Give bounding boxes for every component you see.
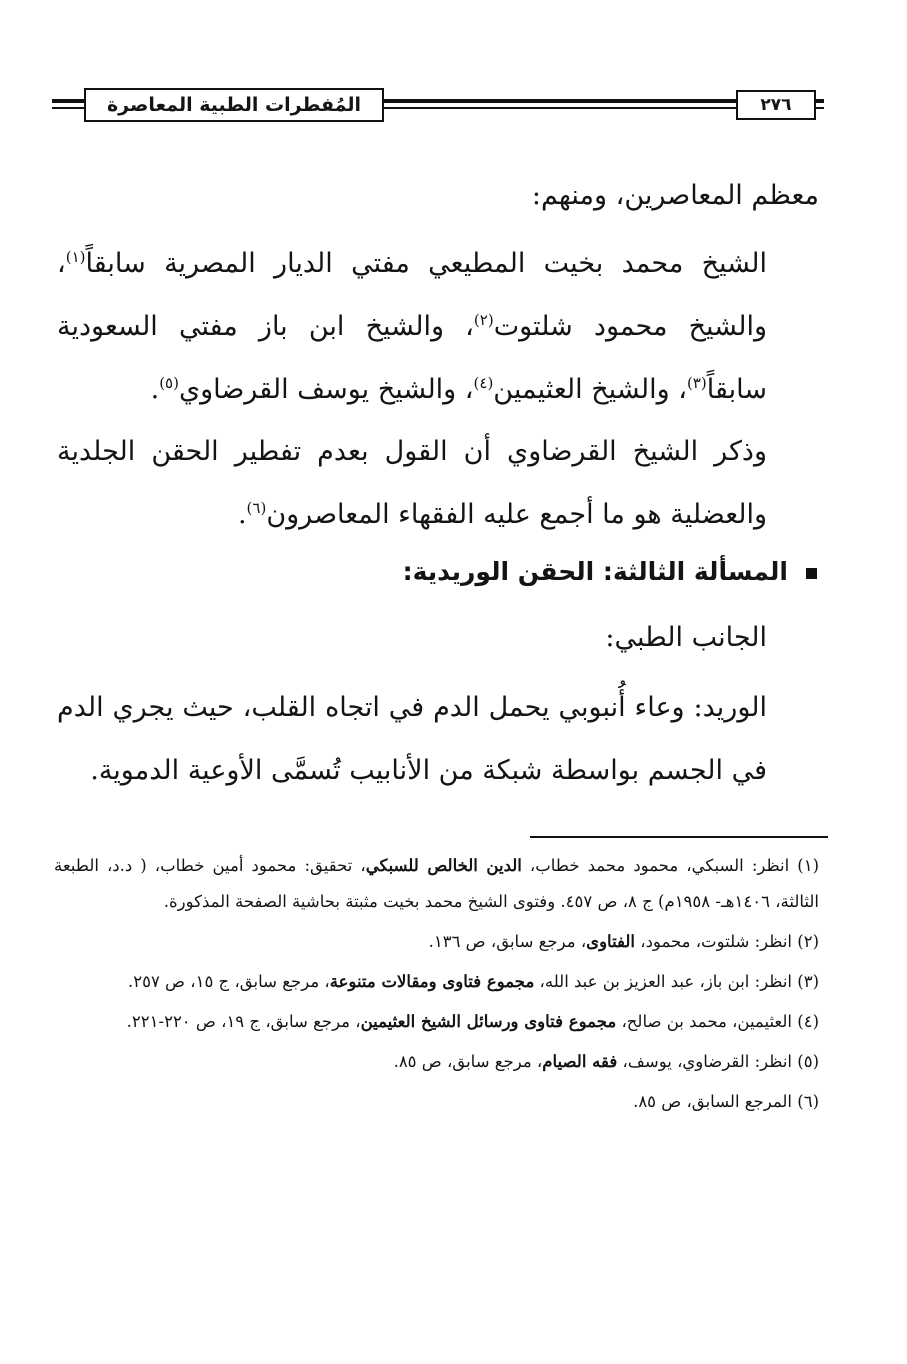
text-run: ، والشيخ محمود شلتوت: [57, 248, 767, 342]
footnote-book-title: فقه الصيام: [542, 1052, 618, 1071]
footnote-text: انظر: ابن باز، عبد العزيز بن عبد الله،: [534, 972, 798, 991]
text-run: .: [150, 374, 160, 405]
footnote-item: [54, 1084, 819, 1120]
footnote-text: ، مرجع سابق، ج ١٩، ص ٢٢٠-٢٢١.: [126, 1012, 361, 1031]
footnote-ref-2[interactable]: (٢): [473, 311, 494, 329]
text-run: ، والشيخ يوسف القرضاوي: [178, 374, 474, 405]
book-title: المُفطرات الطبية المعاصرة: [84, 88, 384, 122]
section-heading-text: المسألة الثالثة: الحقن الوريدية:: [402, 557, 788, 586]
footnote-book-title: الدين الخالص للسبكي: [365, 856, 522, 875]
section-heading: [57, 540, 817, 603]
paragraph-qaradawi: [57, 420, 767, 546]
text-run: وذكر الشيخ القرضاوي أن القول بعدم تفطير الحقن الجلدية والعضلية هو ما أجمع عليه الفقهاء المعاصرون: [57, 436, 767, 530]
footnote-book-title: الفتاوى: [586, 932, 636, 951]
footnote-ref-5[interactable]: (٥): [159, 374, 179, 392]
footnote-book-title: مجموع فتاوى ورسائل الشيخ العثيمين: [360, 1012, 617, 1031]
text-run: ، والشيخ ابن باز مفتي السعودية سابقاً: [57, 311, 767, 405]
text-run: الشيخ محمد بخيت المطيعي مفتي الديار المصرية سابقاً: [85, 248, 767, 279]
footnote-text: ، مرجع سابق، ص ٨٥.: [393, 1052, 543, 1071]
footnote-marker: (٣): [797, 972, 819, 991]
header-rule-right: [816, 99, 824, 103]
footnote-text: انظر: القرضاوي، يوسف،: [617, 1052, 798, 1071]
footnote-item: [54, 848, 819, 920]
paragraph-vein-definition: الوريد: وعاء أُنبوبي يحمل الدم في اتجاه القلب، حيث يجري الدم في الجسم بواسطة شبكة من الأنابيب تُسمَّى الأوعية الدموية.: [57, 692, 767, 786]
footnote-marker: (١): [797, 856, 820, 875]
footnote-marker: (٤): [797, 1012, 819, 1031]
footnote-ref-6[interactable]: (٦): [246, 499, 267, 517]
footnote-item: [54, 1004, 819, 1040]
footnote-item: [54, 964, 819, 1000]
footnote-ref-4[interactable]: (٤): [473, 374, 494, 392]
footnote-text: انظر: شلتوت، محمود،: [635, 932, 798, 951]
header-rule-left-thin: [52, 107, 84, 109]
subheading: الجانب الطبي:: [605, 622, 767, 653]
intro-line: معظم المعاصرين، ومنهم:: [531, 180, 819, 211]
footnote-separator: [530, 836, 828, 838]
paragraph-scholars: [57, 232, 767, 421]
running-header: [52, 86, 822, 130]
footnote-text: المرجع السابق، ص ٨٥.: [633, 1092, 798, 1111]
page-number: ٢٧٦: [736, 90, 816, 120]
footnote-ref-1[interactable]: (١): [65, 248, 86, 266]
footnote-ref-3[interactable]: (٣): [686, 374, 707, 392]
footnote-text: ، مرجع سابق، ص ١٣٦.: [428, 932, 587, 951]
footnote-text: العثيمين، محمد بن صالح،: [616, 1012, 798, 1031]
text-run: .: [237, 499, 247, 530]
footnote-marker: (٢): [797, 932, 819, 951]
footnote-item: [54, 924, 819, 960]
footnotes-list: [54, 848, 819, 1124]
header-rule-right-thin: [816, 107, 824, 109]
square-bullet-icon: [806, 568, 817, 579]
header-rule-middle: [384, 99, 736, 103]
footnote-text: انظر: السبكي، محمود محمد خطاب،: [521, 856, 798, 875]
header-rule-left: [52, 99, 84, 103]
footnote-text: ، تحقيق: محمود أمين خطاب، ( د.د، الطبعة الثالثة، ١٤٠٦هـ- ١٩٥٨م) ج ٨، ص ٤٥٧. وفتوى الشيخ محمد بخيت مثبتة بحاشية الصفحة المذكورة.: [54, 856, 819, 911]
footnote-book-title: مجموع فتاوى ومقالات متنوعة: [329, 972, 535, 991]
header-rule-middle-thin: [384, 107, 736, 109]
footnote-item: [54, 1044, 819, 1080]
footnote-marker: (٦): [797, 1092, 819, 1111]
footnote-text: ، مرجع سابق، ج ١٥، ص ٢٥٧.: [127, 972, 330, 991]
text-run: ، والشيخ العثيمين: [493, 374, 687, 405]
footnote-marker: (٥): [797, 1052, 819, 1071]
